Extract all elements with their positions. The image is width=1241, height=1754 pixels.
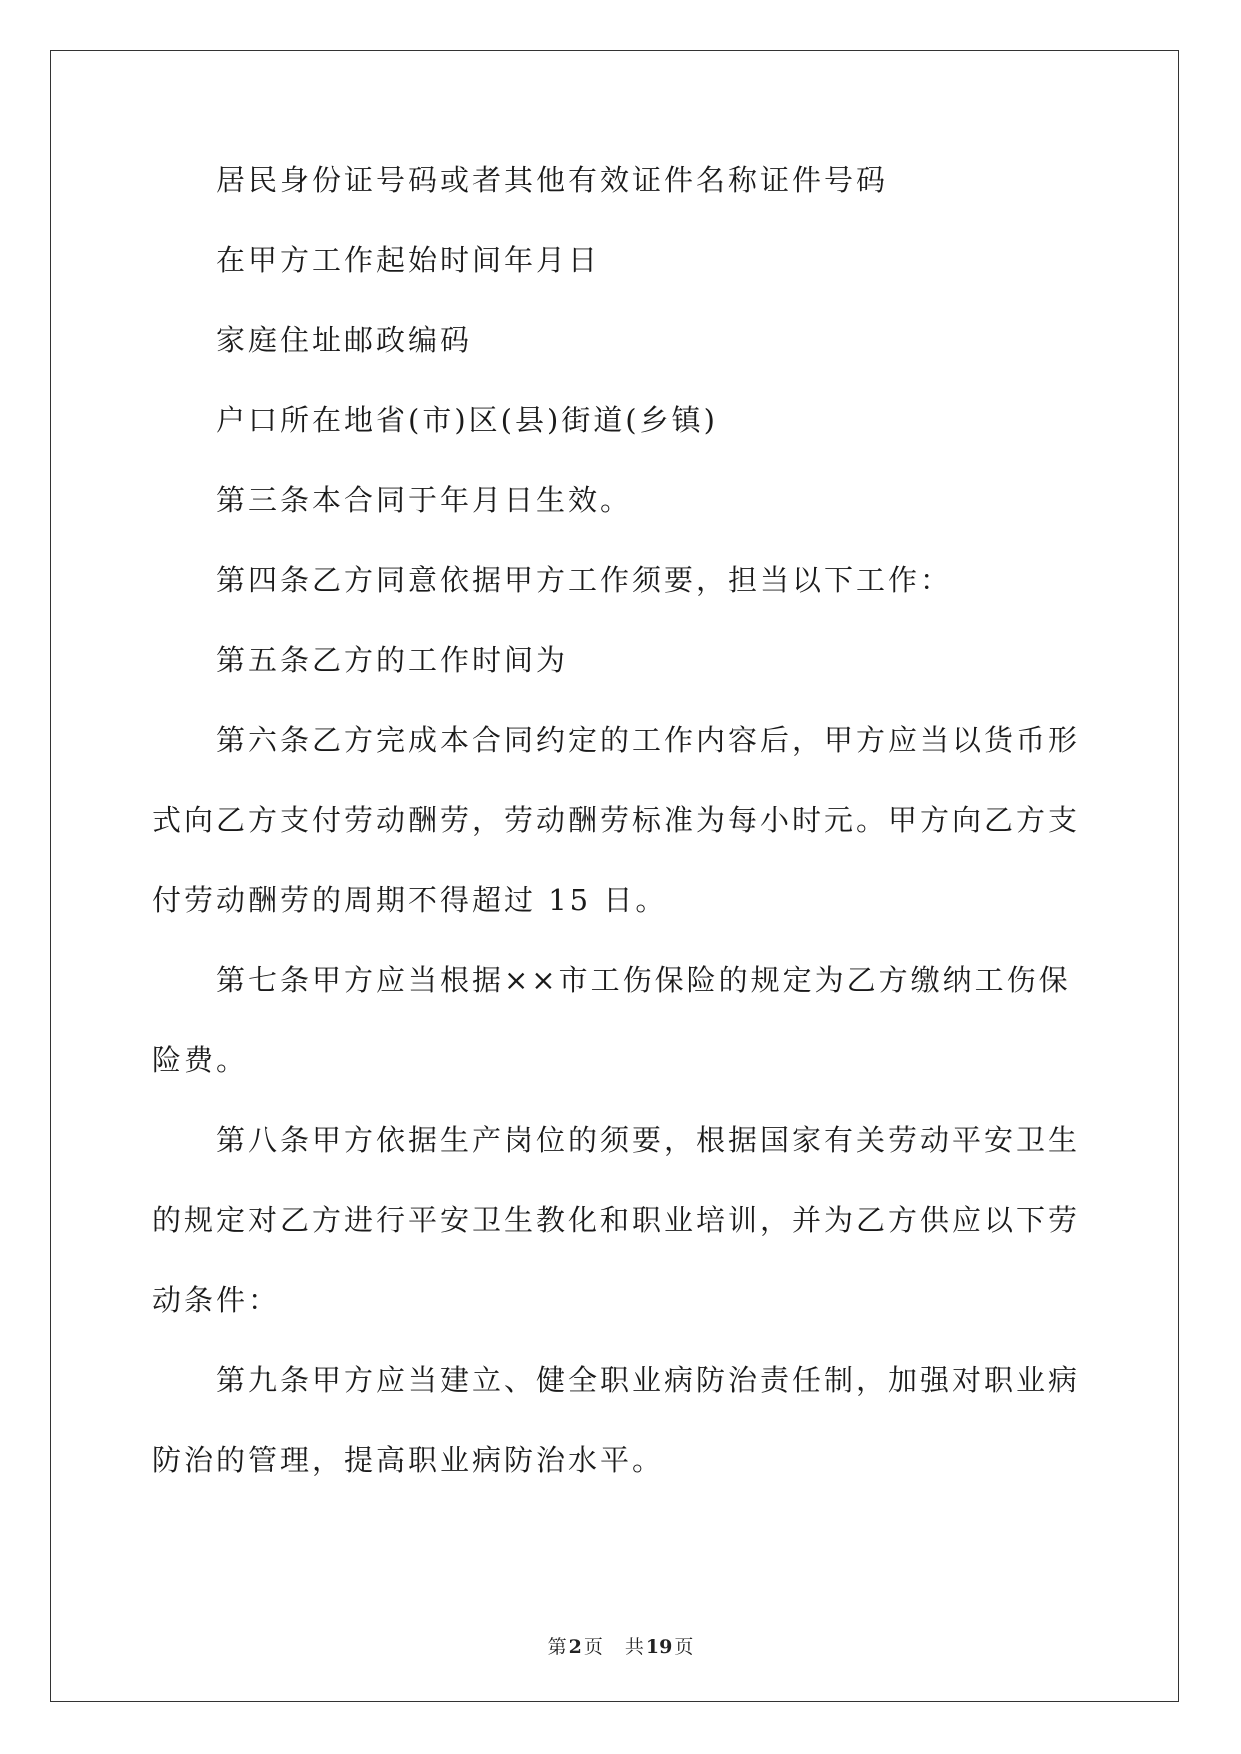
footer-page-suffix: 页 bbox=[583, 1636, 603, 1658]
document-body bbox=[152, 165, 1082, 1500]
paragraph-article-7: 第七条甲方应当根据××市工伤保险的规定为乙方缴纳工伤保险费。 bbox=[152, 963, 1071, 1077]
paragraph-article-6: 第六条乙方完成本合同约定的工作内容后，甲方应当以货币形式向乙方支付劳动酬劳，劳动酬劳标准为每小时元。甲方向乙方支付劳动酬劳的周期不得超过 15 日。 bbox=[152, 723, 1081, 917]
paragraph-start-date: 在甲方工作起始时间年月日 bbox=[216, 243, 601, 277]
paragraph-article-4: 第四条乙方同意依据甲方工作须要，担当以下工作： bbox=[216, 563, 953, 597]
paragraph-article-8: 第八条甲方依据生产岗位的须要，根据国家有关劳动平安卫生的规定对乙方进行平安卫生教化和职业培训，并为乙方供应以下劳动条件： bbox=[152, 1123, 1081, 1317]
footer-total-pages: 19 bbox=[645, 1636, 673, 1658]
paragraph-article-3: 第三条本合同于年月日生效。 bbox=[216, 483, 633, 517]
footer-total-suffix: 页 bbox=[674, 1636, 694, 1658]
paragraph-hukou: 户口所在地省(市)区(县)街道(乡镇) bbox=[216, 403, 718, 437]
paragraph-article-9: 第九条甲方应当建立、健全职业病防治责任制，加强对职业病防治的管理，提高职业病防治水平。 bbox=[152, 1363, 1081, 1477]
footer-prefix: 第 bbox=[547, 1636, 567, 1658]
paragraph-id-number: 居民身份证号码或者其他有效证件名称证件号码 bbox=[216, 163, 889, 197]
paragraph-article-5: 第五条乙方的工作时间为 bbox=[216, 643, 569, 677]
footer-total-prefix: 共 bbox=[624, 1636, 644, 1658]
paragraph-home-address: 家庭住址邮政编码 bbox=[216, 323, 473, 357]
footer-page-number: 2 bbox=[568, 1636, 582, 1658]
page-footer bbox=[0, 1632, 1241, 1659]
